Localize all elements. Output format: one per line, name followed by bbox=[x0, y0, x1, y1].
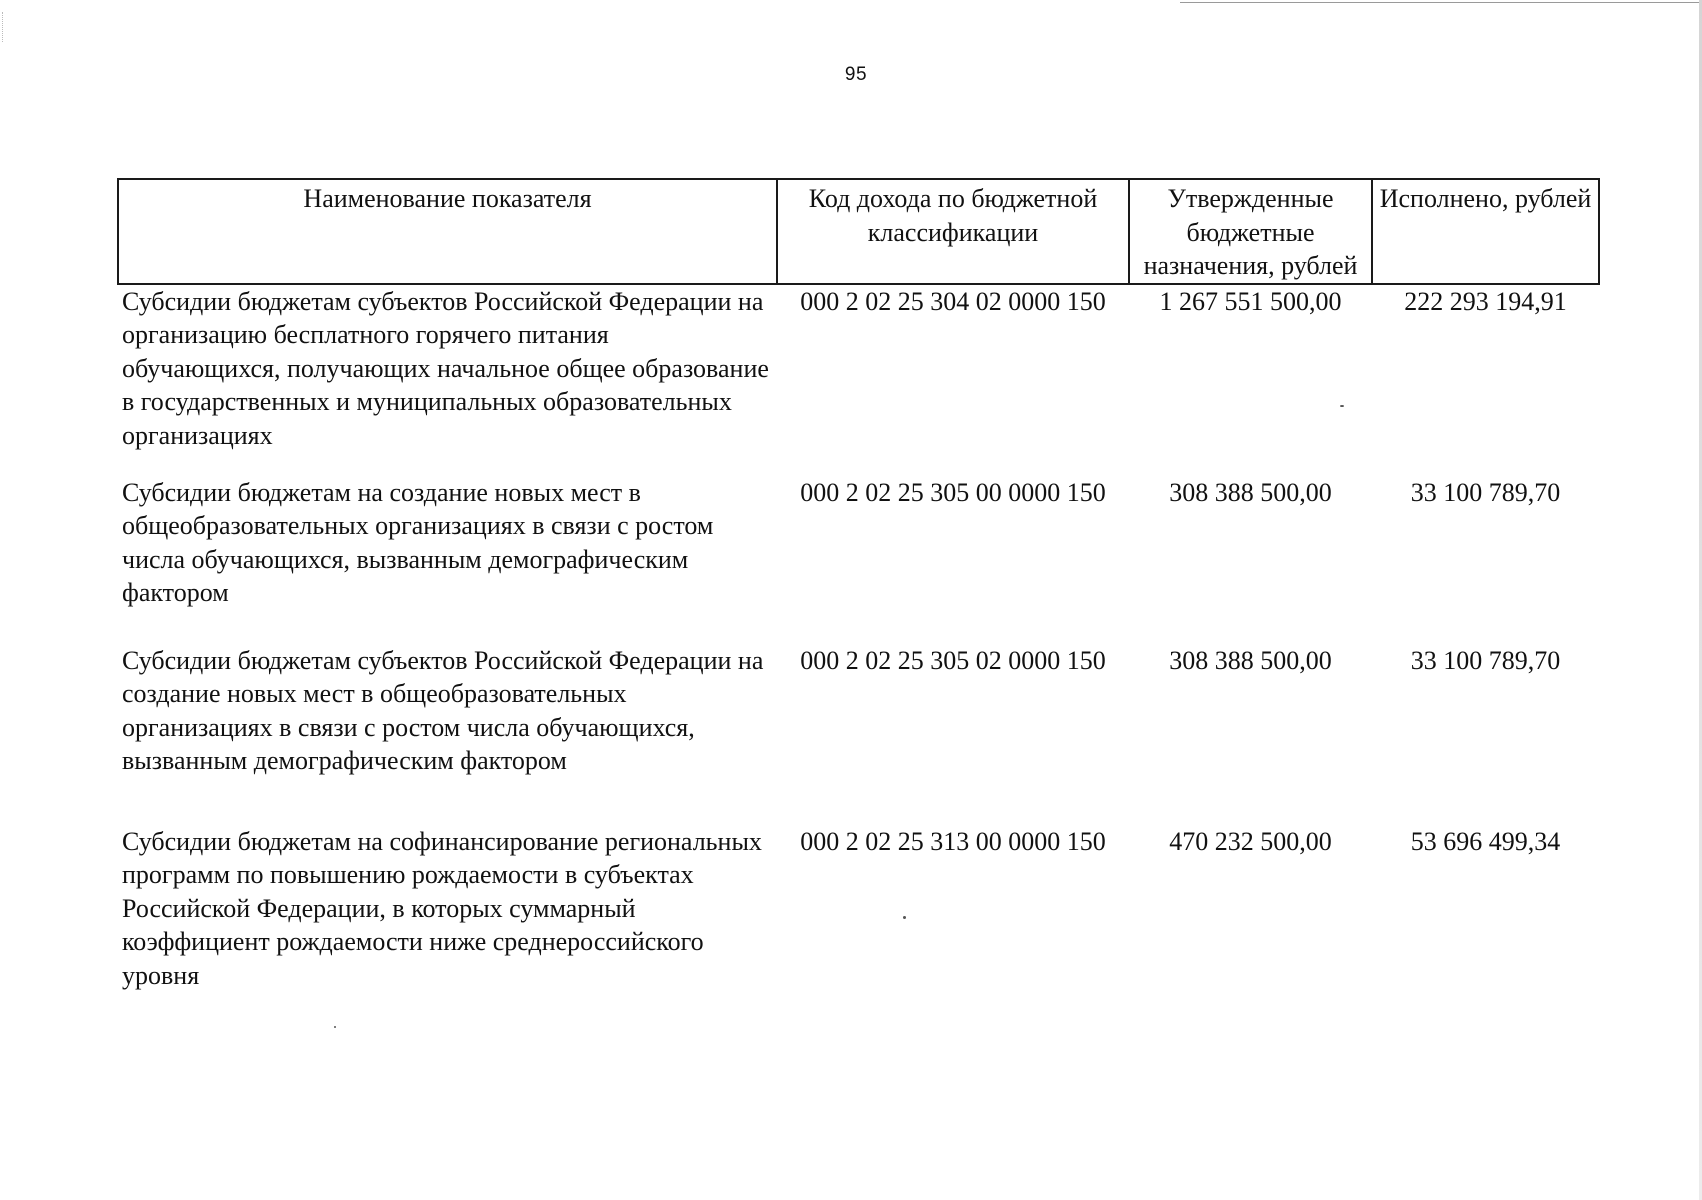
executed-amount-cell: 33 100 789,70 bbox=[1410, 645, 1561, 675]
income-code-cell: 000 2 02 25 305 02 0000 150 bbox=[800, 645, 1106, 675]
table-row bbox=[118, 476, 1599, 644]
indicator-name-cell: Субсидии бюджетам на создание новых мест в общеобразовательных организациях в связи с ростом числа обучающихся, вызванным демографическим фактором bbox=[122, 477, 714, 607]
header-approved-budget: Утвержденные бюджетные назначения, рублей bbox=[1129, 179, 1372, 284]
income-code-cell: 000 2 02 25 305 00 0000 150 bbox=[800, 477, 1106, 507]
indicator-name-cell: Субсидии бюджетам субъектов Российской Федерации на создание новых мест в общеобразовательных организациях в связи с ростом числа обучающихся, вызванным демографическим фактором bbox=[122, 645, 764, 775]
executed-amount-cell: 33 100 789,70 bbox=[1410, 477, 1561, 507]
approved-amount-cell: 1 267 551 500,00 bbox=[1159, 286, 1342, 316]
approved-amount-cell: 470 232 500,00 bbox=[1169, 826, 1332, 856]
table-row bbox=[118, 825, 1599, 1005]
table-header bbox=[118, 179, 1599, 284]
indicator-name-cell: Субсидии бюджетам на софинансирование региональных программ по повышению рождаемости в субъектах Российской Федерации, в которых суммарный коэффициент рождаемости ниже среднероссийского уровня bbox=[122, 826, 762, 990]
page-number: 95 bbox=[844, 64, 868, 85]
header-row bbox=[118, 179, 1599, 284]
table-body bbox=[118, 284, 1599, 1005]
executed-amount-cell: 53 696 499,34 bbox=[1410, 826, 1561, 856]
header-indicator-name: Наименование показателя bbox=[118, 179, 777, 284]
scan-speck bbox=[334, 1026, 336, 1028]
budget-income-table bbox=[117, 178, 1600, 1005]
scan-speck bbox=[1340, 405, 1344, 407]
executed-amount-cell: 222 293 194,91 bbox=[1404, 286, 1567, 316]
header-executed: Исполнено, рублей bbox=[1372, 179, 1599, 284]
indicator-name-cell: Субсидии бюджетам субъектов Российской Федерации на организацию бесплатного горячего питания обучающихся, получающих начальное общее образование в государственных и муниципальных образовательных организациях bbox=[122, 286, 769, 450]
table-row bbox=[118, 644, 1599, 825]
scan-top-rule bbox=[1180, 2, 1702, 3]
header-income-code: Код дохода по бюджетной классификации bbox=[777, 179, 1129, 284]
approved-amount-cell: 308 388 500,00 bbox=[1169, 477, 1332, 507]
table-row bbox=[118, 284, 1599, 476]
income-code-cell: 000 2 02 25 304 02 0000 150 bbox=[800, 286, 1106, 316]
scan-speck bbox=[903, 916, 906, 919]
scan-edge-mark bbox=[2, 12, 7, 42]
income-code-cell: 000 2 02 25 313 00 0000 150 bbox=[800, 826, 1106, 856]
approved-amount-cell: 308 388 500,00 bbox=[1169, 645, 1332, 675]
